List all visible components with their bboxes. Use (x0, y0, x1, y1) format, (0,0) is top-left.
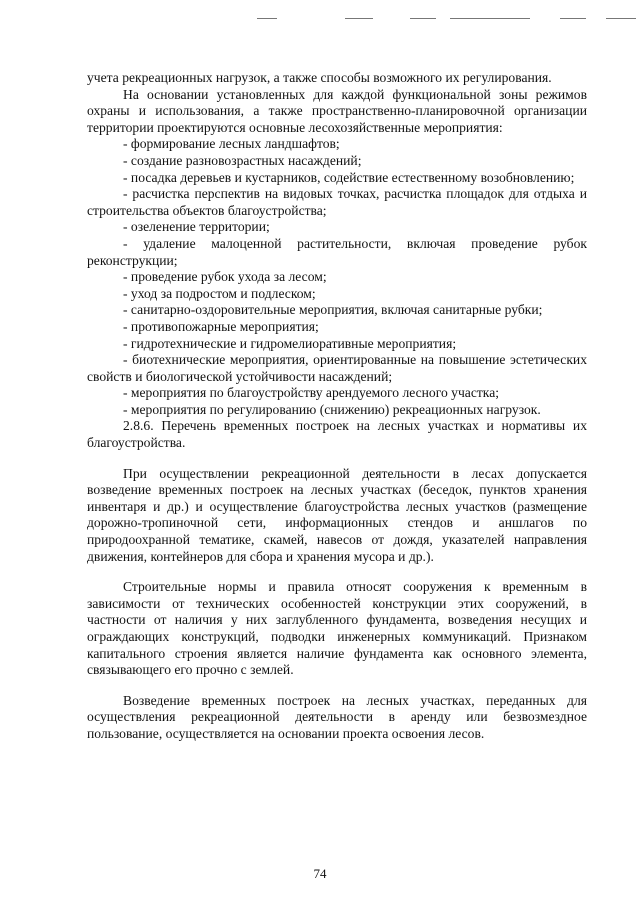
list-item: - формирование лесных ландшафтов; (123, 136, 340, 152)
list-item: - санитарно-оздоровительные мероприятия, включая санитарные рубки; (123, 302, 543, 318)
scan-artifact-line (606, 18, 636, 19)
list-item: - расчистка перспектив на видовых точках, расчистка площадок для отдыха и строительства объектов благоустройства; (87, 186, 587, 218)
paragraph: При осуществлении рекреационной деятельности в лесах допускается возведение временных построек на лесных участках (беседок, пунктов хранения инвентаря и др.) и осуществление благоустройства лесных участков (размещение дорожно-тропиночной сети, информационных стендов и аншлагов по природоохранной тематике, скамей, навесов от дождя, указателей направления движения, контейнеров для сбора и хранения мусора и др.). (87, 465, 587, 564)
list-item: - биотехнические мероприятия, ориентированные на повышение эстетических свойств и биологической устойчивости насаждений; (87, 352, 587, 384)
paragraph: Строительные нормы и правила относят сооружения к временным в зависимости от технических особенностей конструкции этих сооружений, в частности от наличия у них заглубленного фундамента, возведения несущих и ограждающих конструкций, подводки инженерных коммуникаций. Признаком капитального строения является наличие фундамента как основного элемента, связывающего его прочно с землей. (87, 579, 587, 678)
list-item: - озеленение территории; (123, 219, 270, 235)
paragraph: На основании установленных для каждой функциональной зоны режимов охраны и использования, а также пространственно-планировочной организации территории проектируются основные лесохозяйственные мероприятия: (87, 86, 587, 135)
page-number: 74 (313, 866, 327, 881)
list-item: - создание разновозрастных насаждений; (123, 152, 362, 168)
list-item: - удаление малоценной растительности, включая проведение рубок реконструкции; (87, 235, 587, 268)
scan-artifact-line (450, 18, 530, 19)
scan-artifact-line (345, 18, 373, 19)
scan-artifact-line (257, 18, 277, 19)
list-item: - проведение рубок ухода за лесом; (123, 269, 327, 285)
list-item: - мероприятия по регулированию (снижению) рекреационных нагрузок. (123, 401, 541, 417)
scan-artifact-line (410, 18, 436, 19)
paragraph: Возведение временных построек на лесных участках, переданных для осуществления рекреационной деятельности в аренду или безвозмездное пользование, осуществляется на основании проекта освоения лесов. (87, 692, 587, 741)
list-item: - уход за подростом и подлеском; (123, 285, 316, 301)
list-item: - гидротехнические и гидромелиоративные мероприятия; (123, 335, 457, 351)
list-item: - противопожарные мероприятия; (123, 318, 319, 334)
list-item: - посадка деревьев и кустарников, содействие естественному возобновлению; (123, 169, 575, 185)
section-heading: 2.8.6. Перечень временных построек на лесных участках и нормативы их благоустройства. (87, 418, 587, 451)
list-item: - мероприятия по благоустройству арендуемого лесного участка; (123, 385, 500, 401)
paragraph: учета рекреационных нагрузок, а также способы возможного их регулирования. (87, 70, 552, 85)
document-body (87, 70, 587, 743)
scan-artifact-line (560, 18, 586, 19)
